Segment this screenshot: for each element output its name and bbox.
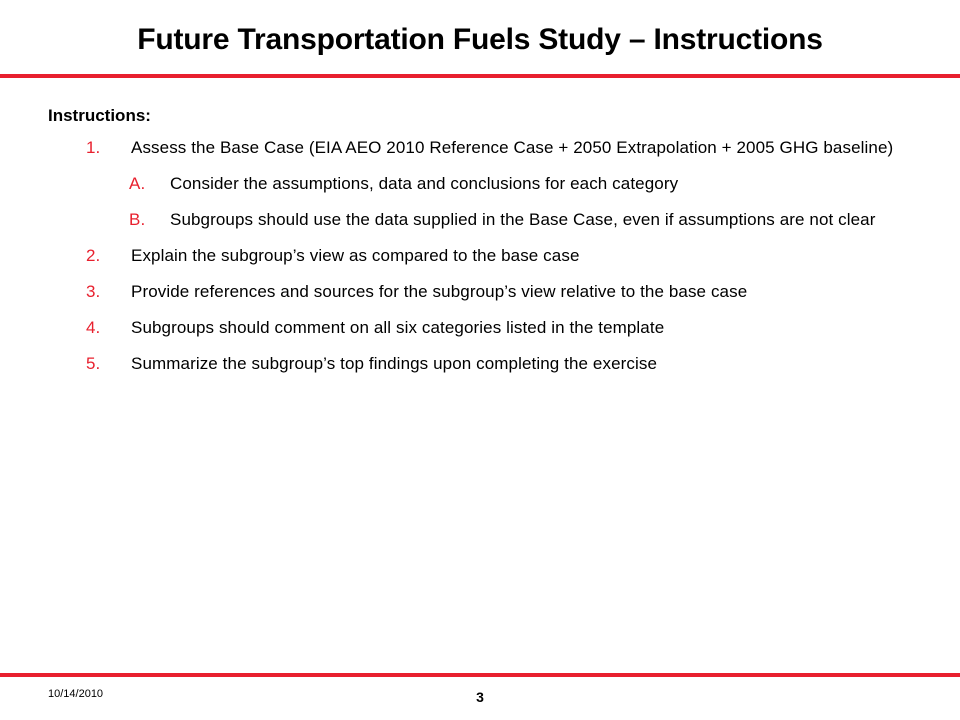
sub-list-item xyxy=(48,208,908,232)
list-item-text: Provide references and sources for the subgroup’s view relative to the base case xyxy=(131,282,748,301)
list-item-text: Assess the Base Case (EIA AEO 2010 Reference Case + 2050 Extrapolation + 2005 GHG baseline) xyxy=(131,138,894,157)
list-item-text: Subgroups should comment on all six categories listed in the template xyxy=(131,318,665,337)
list-item xyxy=(48,244,908,268)
list-item-text: Explain the subgroup’s view as compared to the base case xyxy=(131,246,580,265)
instructions-body xyxy=(48,104,908,388)
list-item xyxy=(48,136,908,160)
list-marker: 1. xyxy=(86,138,101,157)
list-marker: 3. xyxy=(86,282,101,301)
list-marker: 2. xyxy=(86,246,101,265)
list-item-text: Summarize the subgroup’s top findings upon completing the exercise xyxy=(131,354,658,373)
sub-list-item xyxy=(48,172,908,196)
list-item-text: Subgroups should use the data supplied in the Base Case, even if assumptions are not clear xyxy=(170,210,876,229)
instructions-list xyxy=(48,136,908,376)
footer-divider xyxy=(0,673,960,677)
list-marker: B. xyxy=(129,210,146,229)
footer-date: 10/14/2010 xyxy=(48,688,104,700)
list-item xyxy=(48,316,908,340)
title-divider xyxy=(0,74,960,78)
list-marker: 4. xyxy=(86,318,101,337)
list-item-text: Consider the assumptions, data and conclusions for each category xyxy=(170,174,679,193)
list-item xyxy=(48,352,908,376)
slide-title: Future Transportation Fuels Study – Instructions xyxy=(137,23,823,56)
list-item xyxy=(48,280,908,304)
list-marker: 5. xyxy=(86,354,101,373)
instructions-heading: Instructions: xyxy=(48,106,151,125)
list-marker: A. xyxy=(129,174,146,193)
page-number: 3 xyxy=(476,689,484,705)
